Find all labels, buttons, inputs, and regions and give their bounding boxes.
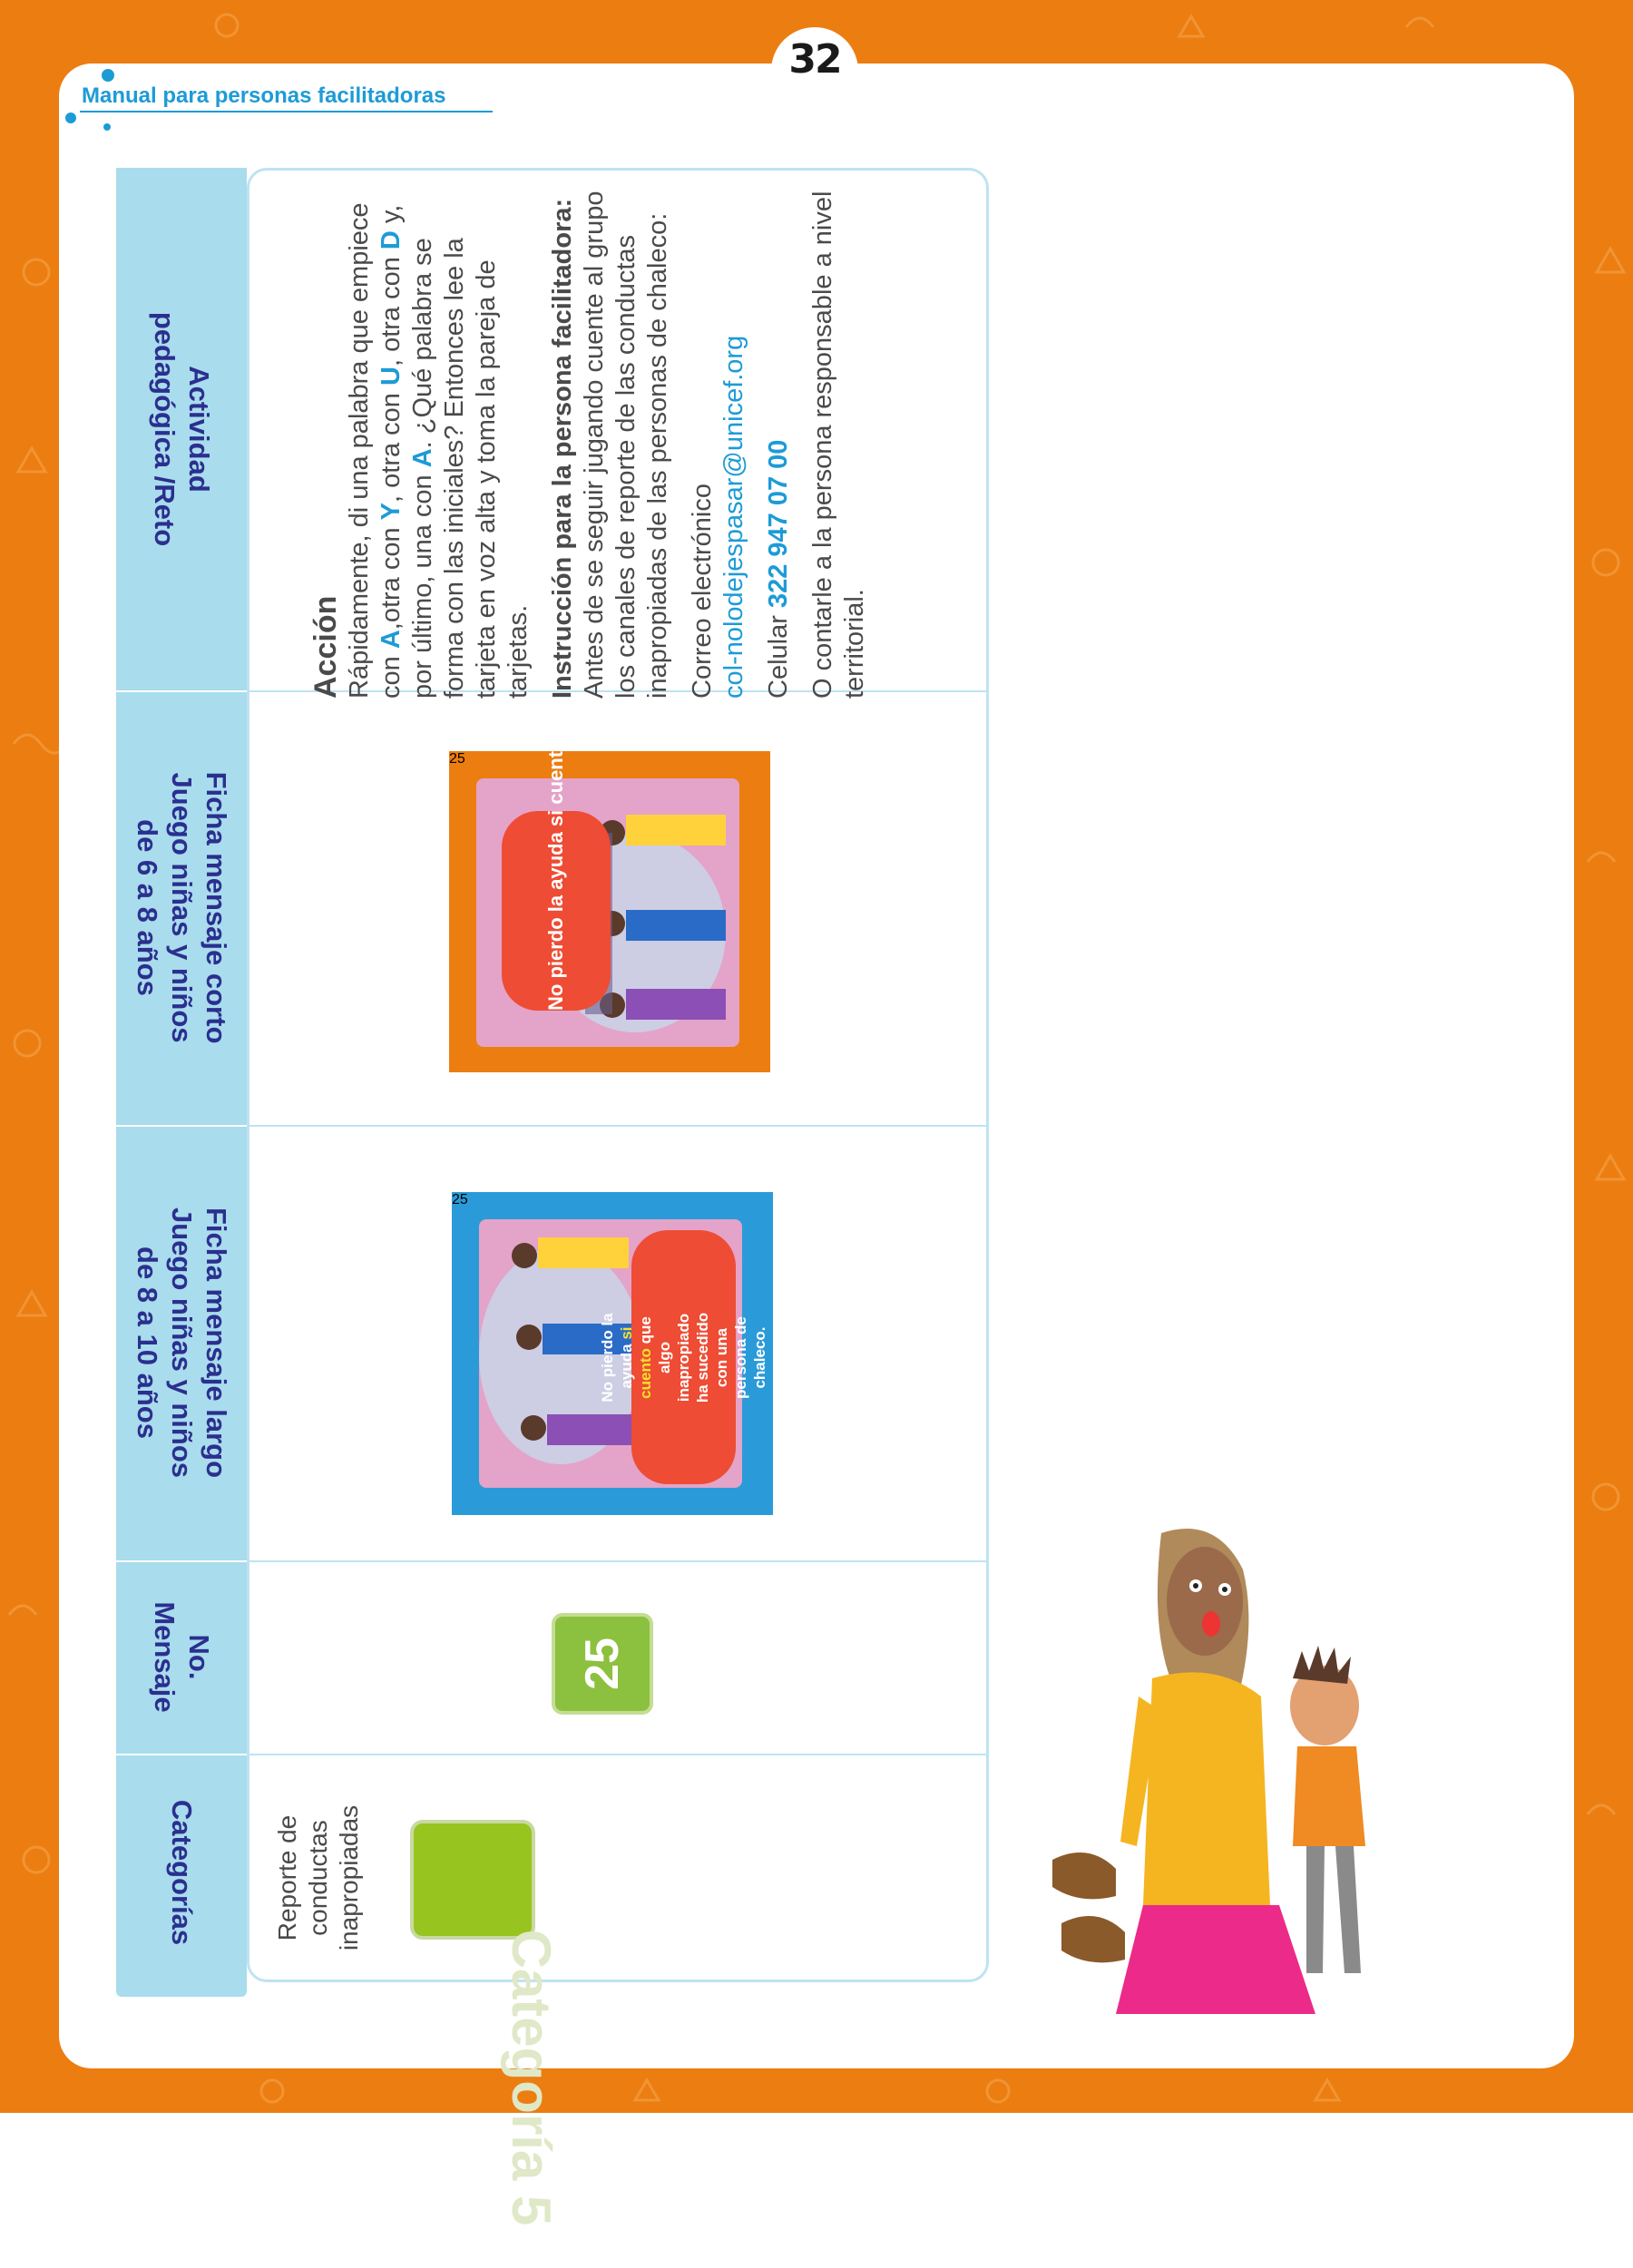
card-short-message [449,738,770,1072]
phone-number: 322 947 07 00 [764,439,793,609]
title-underline [80,111,493,112]
message-number-badge: 25 [552,1613,653,1715]
header-ficha-largo: Ficha mensaje largo Juego niñas y niños de 8 a 10 años [132,1207,232,1479]
decorative-dot [102,69,114,82]
closing-note: O contarle a la persona responsable a nivel territorial. [808,191,869,699]
card-long-message [452,1192,773,1515]
phone-line: Celular 322 947 07 00 [764,439,793,699]
column-divider [116,1754,989,1755]
activity-title: Acción [308,595,343,699]
header-categorias: Categorías [166,1799,198,1946]
category-label: Reporte de conductas inapropiadas [273,1804,363,1951]
card-short-text-bubble: No pierdo la ayuda si cuento [502,811,611,1011]
adult-and-child-illustration [1043,1515,1424,2023]
activity-area [308,181,869,699]
decorative-dot [103,123,111,131]
activity-body [344,181,871,699]
card-illustration [476,738,739,1047]
page-number: 32 [788,36,841,83]
email-label: Correo electrónico [688,484,717,699]
card-illustration [479,1219,768,1488]
column-divider [116,1125,989,1127]
activity-paragraph: Rápidamente, di una palabra que empiece con A,otra con Y, otra con U, otra con D y, por último, una con A. ¿Qué palabra se forma con las iniciales? Entonces lee la tarjeta en voz alta y toma la pareja de tarjetas. [345,202,533,699]
facilitator-instruction: Instrucción para la persona facilitadora: Antes de se seguir jugando cuente al grupo los canales de reporte de las conductas inapropiadas de las personas de chaleco: [548,191,672,699]
card-number-badge: 25 [449,751,465,767]
card-long-text-bubble: No pierdo la ayuda si cuento que algo inapropiado ha sucedido con una persona de chaleco. [631,1230,736,1484]
card-number-badge: 25 [452,1192,468,1207]
column-divider [116,1560,989,1562]
category-watermark: Categoría 5 [501,1929,562,2226]
header-actividad: Actividad pedagógica /Reto [149,311,215,547]
manual-title: Manual para personas facilitadoras [82,83,446,108]
email-link[interactable]: col-nolodejespasar@unicef.org [719,335,748,699]
header-ficha-corto: Ficha mensaje corto Juego niñas y niños de 6 a 8 años [132,771,232,1044]
decorative-dot [65,112,76,123]
header-no-mensaje: No. Mensaje [149,1601,215,1713]
